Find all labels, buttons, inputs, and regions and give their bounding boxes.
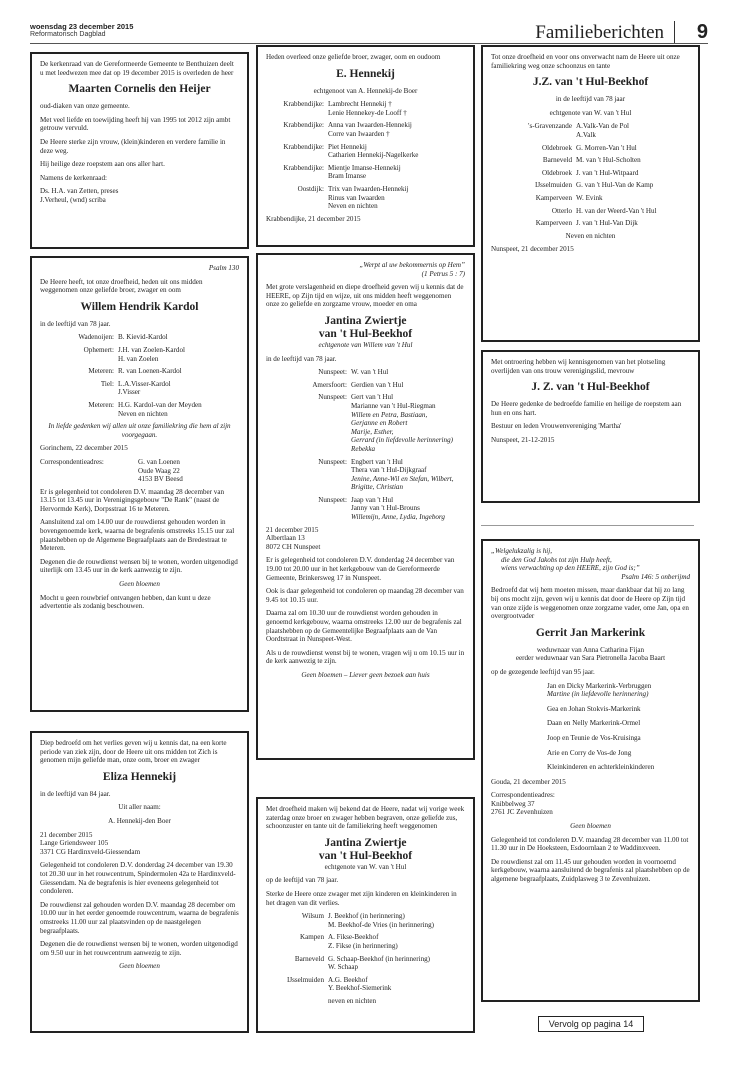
notice-intro: Heden overleed onze geliefde broer, zwager, oom en oudoom xyxy=(266,53,441,61)
family-place: Nunspeet: xyxy=(318,368,347,377)
family-place: IJsselmuiden xyxy=(534,181,572,190)
notice-beekhof-family xyxy=(256,797,475,1033)
family-row xyxy=(266,368,465,377)
family-place: Nunspeet: xyxy=(318,495,347,504)
notice-intro: Met ontroering hebben wij kennisgenomen van het plotseling overlijden van ons trouw verenigingslid, mevrouw xyxy=(491,358,666,375)
family-place: Kamperveen xyxy=(535,219,572,228)
notice-intro: Met droefheid maken wij bekend dat de Heere, nadat wij vorige week zaterdag onze broer en zwager hebben begraven, onze geliefde zus, schoonzuster en tante uit de familiekring heeft weggenomen xyxy=(266,805,465,831)
family-members: Piet Hennekij Catharien Hennekij-Nagelkerke xyxy=(328,142,419,160)
family-row xyxy=(491,169,690,178)
notice-e-hennekij xyxy=(256,45,475,247)
family-members: Mientje Imanse-Hennekij Bram Imanse xyxy=(328,163,401,181)
psalm-reference: Psalm 130 xyxy=(208,264,239,272)
family-row xyxy=(266,164,465,181)
family-row xyxy=(40,367,239,376)
family-row xyxy=(266,955,465,972)
family-row xyxy=(266,185,465,211)
notice-text: Met veel liefde en toewijding heeft hij van 1995 tot 2012 zijn ambt getrouw vervuld. xyxy=(40,115,231,133)
continued-on-page-link[interactable]: Vervolg op pagina 14 xyxy=(538,1016,644,1032)
family-row xyxy=(266,100,465,117)
family-members: W. van 't Hul xyxy=(351,368,389,377)
flowers-note: Geen bloemen – Liever geen bezoek aan huis xyxy=(301,670,430,679)
family-members: Gerdien van 't Hul xyxy=(351,380,404,389)
family-place: Krabbendijke: xyxy=(283,163,324,172)
family-row xyxy=(266,381,465,390)
address-line: Lange Griendsweer 105 xyxy=(40,839,109,848)
family-place: Meteren: xyxy=(88,367,114,376)
notice-intro: De kerkenraad van de Gereformeerde Gemeente te Benthuizen deelt u met leedwezen mee dat op 19 december 2015 is overleden de heer xyxy=(40,60,234,77)
flowers-note: Geen bloemen xyxy=(119,962,160,971)
quote-reference: (1 Petrus 5 : 7) xyxy=(421,269,465,278)
family-row xyxy=(491,181,690,190)
family-members: L.A.Visser-Kardol J.Visser xyxy=(118,379,171,397)
page-header xyxy=(30,22,708,44)
newspaper-name: Reformatorisch Dagblad xyxy=(30,31,106,38)
deceased-name: Eliza Hennekij xyxy=(102,770,177,783)
correspondence-label: Correspondentieadres: xyxy=(40,457,104,466)
memory-line: In liefde gedenken wij allen uit onze familiekring die hem al zijn voorgegaan. xyxy=(48,422,231,439)
place-date: Krabbendijke, 21 december 2015 xyxy=(266,214,361,223)
family-list xyxy=(491,122,690,227)
family-place: Oldebroek xyxy=(542,168,572,177)
family-members: M. van 't Hul-Scholten xyxy=(576,156,641,165)
quote-reference: Psalm 146: 5 onberijmd xyxy=(621,572,690,581)
family-place: Tiel: xyxy=(100,379,114,388)
notice-intro: Bedroefd dat wij hem moeten missen, maar dankbaar dat hij zo lang bij ons mocht zijn, geven wij u kennis dat door de Heere op Zijn tijd van onze zijde is weggenomen onze zorgzame vader, ome Jan, opa en overgrootvader xyxy=(491,586,689,621)
family-list xyxy=(491,682,690,772)
deceased-age: in de leeftijd van 78 jaar. xyxy=(40,319,111,328)
spouse-line: echtgenote van W. van 't Hul xyxy=(549,108,632,117)
family-place: Nunspeet: xyxy=(318,457,347,466)
family-members: A.Valk-Van de Pol A.Valk xyxy=(576,122,629,139)
notice-schoonzus xyxy=(481,45,700,342)
flowers-note: Geen bloemen xyxy=(119,580,160,589)
family-members: H. van der Weerd-Van 't Hul xyxy=(576,206,657,215)
deceased-age: in de leeftijd van 84 jaar. xyxy=(40,789,111,798)
family-members: Jaap van 't Hul Janny van 't Hul-Brouns xyxy=(351,495,420,513)
notice-text: Er is gelegenheid tot condoleren D.V. maandag 28 december van 13.15 tot 13.45 uur in Verenigingsgebouw "De Rank" (naast de Hervormde Kerk), Dorpsstraat 16 te Meteren. xyxy=(40,487,225,513)
signature: A. Hennekij-den Boer xyxy=(108,816,171,825)
family-place: Krabbendijke: xyxy=(283,100,324,109)
spouse-line: echtgenote van Willem van 't Hul xyxy=(318,340,413,349)
place-date: Nunspeet, 21 december 2015 xyxy=(491,245,574,254)
family-list xyxy=(266,100,465,211)
family-place: Oostdijk: xyxy=(297,184,324,193)
grandchildren: Willemijn, Anne, Lydia, Ingeborg xyxy=(351,513,445,522)
family-row xyxy=(266,121,465,138)
notice-text: Daarna zal om 10.30 uur de rouwdienst worden gehouden in genoemd kerkgebouw, waarna omstreeks 12.00 uur de begrafenis zal plaatshebben op de Gemeentelijke Begraafplaats aan de Van Oordtstraat in Nunspeet-West. xyxy=(266,609,462,644)
notice-text: De Heere sterke zijn vrouw, (klein)kinderen en verdere familie in deze weg. xyxy=(40,137,226,155)
notice-text: Gelegenheid tot condoleren D.V. donderdag 24 december van 19.30 tot 20.30 uur in het rouwcentrum, Spindermolen 42a te Hardinxveld-Giessendam. Na de begrafenis is hier eveneens gelegenheid tot condoleren. xyxy=(40,861,236,896)
place-date: Gorinchem, 22 december 2015 xyxy=(40,444,128,453)
nephews-line: Neven en nichten xyxy=(565,231,616,240)
quote: wiens verwachting op den HEERE, zijn God is;” xyxy=(501,564,640,573)
notice-text: Ook is daar gelegenheid tot condoleren op maandag 28 december van 9.45 tot 10.15 uur. xyxy=(266,587,464,604)
notice-text: Er is gelegenheid tot condoleren D.V. donderdag 24 december van 19.00 tot 20.00 uur in het kerkgebouw van de Gereformeerde Gemeente, Brinkersweg 17 in Nunspeet. xyxy=(266,556,455,582)
family-line: Gea en Johan Stokvis-Markerink xyxy=(547,704,641,713)
family-place: Ophemert: xyxy=(83,345,114,354)
family-place: Krabbendijke: xyxy=(283,121,324,130)
nephews-line: neven en nichten xyxy=(328,996,377,1005)
family-row xyxy=(266,496,465,522)
family-row xyxy=(491,207,690,216)
address-line: Knibbelweg 37 xyxy=(491,799,535,808)
family-row xyxy=(40,380,239,397)
family-row xyxy=(266,912,465,929)
deceased-name: Jantina Zwiertje van 't Hul-Beekhof xyxy=(318,314,413,340)
deceased-name: Gerrit Jan Markerink xyxy=(535,626,646,639)
date-line: 21 december 2015 xyxy=(40,830,93,839)
family-row xyxy=(40,401,239,418)
address-line: 3371 CG Hardinxveld-Giessendam xyxy=(40,847,141,856)
notice-intro: Tot onze droefheid en voor ons onverwacht nam de Heere uit onze familiekring weg onze schoonzus en tante xyxy=(491,53,680,70)
family-place: Wadenoijen: xyxy=(78,333,114,342)
notice-text: Aansluitend zal om 14.00 uur de rouwdienst gehouden worden in bovengenoemde kerk, waarna de begrafenis omstreeks 15.15 uur zal plaatshebben op de Algemene Begraafplaats aan de Bredestraat te Meteren. xyxy=(40,518,235,553)
deceased-name: Maarten Cornelis den Heijer xyxy=(68,83,211,96)
family-members: B. Kievid-Kardol xyxy=(118,333,168,342)
family-row xyxy=(491,156,690,165)
family-place: Meteren: xyxy=(88,400,114,409)
widower-line: weduwnaar van Anna Catharina Fijan xyxy=(536,645,645,654)
quote: „Welgelukzalig is hij, xyxy=(491,547,553,555)
deceased-age: in de leeftijd van 78 jaar xyxy=(555,95,626,104)
family-members: Trix van Iwaarden-Hennekij Rinus van Iwaarden Neven en nichten xyxy=(328,184,409,211)
family-members: Gert van 't Hul Marianne van 't Hul-Riegman xyxy=(351,393,436,410)
date-line: 21 december 2015 xyxy=(266,525,319,534)
divider xyxy=(481,525,694,526)
family-place: IJsselmuiden xyxy=(286,975,324,984)
deceased-name: Jantina Zwiertje van 't Hul-Beekhof xyxy=(318,836,413,862)
notice-intro: De Heere heeft, tot onze droefheid, heden uit ons midden weggenomen onze geliefde broer, zwager en oom xyxy=(40,277,203,295)
correspondence-address xyxy=(40,458,239,484)
family-place: Otterlo xyxy=(551,206,572,215)
notice-text: Sterke de Heere onze zwager met zijn kinderen en kleinkinderen in het dragen van dit verlies. xyxy=(266,889,457,907)
family-members: H.G. Kardol-van der Meyden Neven en nichten xyxy=(118,400,202,418)
place-date: Nunspeet, 21-12-2015 xyxy=(491,435,555,444)
family-members: A. Fikse-Beekhof Z. Fikse (in herinnering) xyxy=(328,933,398,950)
family-row xyxy=(491,122,690,139)
deceased-age: op de gezegende leeftijd van 95 jaar. xyxy=(491,667,595,676)
family-row xyxy=(40,346,239,363)
deceased-name: Willem Hendrik Kardol xyxy=(80,300,199,313)
notice-text: Namens de kerkenraad: xyxy=(40,173,107,182)
place-date: Gouda, 21 december 2015 xyxy=(491,777,566,786)
address-line: 4153 BV Beesd xyxy=(138,475,183,484)
family-place: Nunspeet: xyxy=(318,393,347,402)
signature-label: Uit aller naam: xyxy=(118,803,161,812)
family-place: Oldebroek xyxy=(542,143,572,152)
address-line: Albertlaan 13 xyxy=(266,534,305,543)
signature: Ds. H.A. van Zetten, preses xyxy=(40,187,119,196)
notice-text: Als u de rouwdienst wenst bij te wonen, vragen wij u om 10.15 uur in de kerk aanwezig te zijn. xyxy=(266,648,465,666)
family-members: G. van 't Hul-Van de Kamp xyxy=(576,181,654,190)
deceased-name: J.Z. van 't Hul-Beekhof xyxy=(532,76,649,89)
family-place: Krabbendijke: xyxy=(283,142,324,151)
family-members: W. Evink xyxy=(576,193,603,202)
family-members: R. van Loenen-Kardol xyxy=(118,367,182,376)
notice-text: Mocht u geen rouwbrief ontvangen hebben, dan kunt u deze advertentie als zodanig beschouwen. xyxy=(40,593,211,611)
notice-text: De Heere gedenke de bedroefde familie en heilige de roepstem aan hun en ons hart. xyxy=(491,400,682,417)
family-row xyxy=(266,143,465,160)
family-members: Engbert van 't Hul Thera van 't Hul-Dijkgraaf xyxy=(351,457,427,475)
family-line: Daan en Nelly Markerink-Ormel xyxy=(547,719,641,728)
notice-text: Gelegenheid tot condoleren D.V. maandag 28 december van 11.00 tot 11.30 uur in De Hoeksteen, Esdoornlaan 2 te Waddinxveen. xyxy=(491,835,689,853)
notice-den-heijer xyxy=(30,52,249,249)
family-row xyxy=(40,333,239,342)
notice-intro: Met grote verslagenheid en diepe droefheid geven wij u kennis dat de HEERE, op Zijn tijd en wijze, uit ons midden heeft weggenomen onze zo geliefde en zorgzame vrouw, moeder en oma xyxy=(266,283,464,309)
notice-text: Degenen die de rouwdienst wensen bij te wonen, worden uitgenodigd uiterlijk om 13.45 uur in de kerk aanwezig te zijn. xyxy=(40,557,238,575)
family-line: Arie en Corry de Vos-de Jong xyxy=(547,748,632,757)
family-line: Kleinkinderen en achterkleinkinderen xyxy=(547,763,655,772)
family-members: J.H. van Zoelen-Kardol H. van Zoelen xyxy=(118,345,185,363)
deceased-name: E. Hennekij xyxy=(336,67,395,80)
widower-line: eerder weduwnaar van Sara Pietronella Jacoba Baart xyxy=(515,654,666,663)
family-row xyxy=(491,219,690,228)
page-number: 9 xyxy=(674,21,708,43)
correspondence-label: Correspondentieadres: xyxy=(491,791,555,800)
family-place: Kampen xyxy=(299,933,324,942)
family-members: J. van 't Hul-Van Dijk xyxy=(576,219,638,228)
family-row xyxy=(491,144,690,153)
notice-text: Hij heilige deze roepstem aan ons aller hart. xyxy=(40,160,165,169)
grandchildren: Willem en Petra, Bastiaan, Gerjanne en Robert Marije, Esther, Gerrard (in liefdevolle herinnering) Rebekka xyxy=(351,410,453,453)
family-place: 's-Gravenzande xyxy=(528,122,572,131)
family-members: J. van 't Hul-Witpaard xyxy=(576,168,639,177)
family-place: Kamperveen xyxy=(535,193,572,202)
notice-text: De rouwdienst zal gehouden worden D.V. maandag 28 december om 10.00 uur in het eerder genoemde rouwcentrum, waarna de begrafenis omstreeks 11.00 uur zal plaatsvinden op de naastgelegen begraafplaats. xyxy=(40,900,239,935)
family-members: J. Beekhof (in herinnering) M. Beekhof-de Vries (in herinnering) xyxy=(328,912,435,929)
deceased-age: in de leeftijd van 78 jaar. xyxy=(266,354,337,363)
notice-eliza-hennekij xyxy=(30,731,249,1033)
notice-markerink xyxy=(481,539,700,1002)
notice-role: oud-diaken van onze gemeente. xyxy=(40,102,130,111)
grandchildren: Jenine, Anne-Wil en Stefan, Wilbert, Brigitte, Christian xyxy=(351,474,454,492)
notice-text: De rouwdienst zal om 11.45 uur gehouden worden in voornoemd kerkgebouw, waarna aansluitend de begrafenis zal plaatshebben op de algemene begraafplaats, Zuidplasweg 3 te Zevenhuizen. xyxy=(491,857,690,884)
spouse-line: echtgenoot van A. Hennekij-de Boer xyxy=(313,86,418,95)
family-list xyxy=(266,368,465,522)
notice-text: Degenen die de rouwdienst wensen bij te wonen, worden uitgenodigd om 9.50 uur in het rouwcentrum aanwezig te zijn. xyxy=(40,940,238,957)
family-members: Lambrecht Hennekij † Lenie Hennekey-de Looff † xyxy=(328,100,407,117)
family-row xyxy=(266,933,465,950)
section-title: Familieberichten xyxy=(535,22,664,43)
memorial-note: Martine (in liefdevolle herinnering) xyxy=(547,690,649,699)
family-row xyxy=(266,976,465,993)
family-list xyxy=(40,333,239,418)
family-place: Amersfoort: xyxy=(312,380,347,389)
spouse-line: echtgenote van W. van 't Hul xyxy=(324,862,407,871)
flowers-note: Geen bloemen xyxy=(570,822,611,831)
family-place: Barneveld xyxy=(542,156,572,165)
family-list xyxy=(266,912,465,993)
notice-vrouwenvereniging xyxy=(481,350,700,503)
issue-date: woensdag 23 december 2015 xyxy=(30,22,134,31)
notice-van-t-hul-family xyxy=(256,253,475,760)
family-members: A.G. Beekhof Y. Beekhof-Siemerink xyxy=(328,975,392,993)
family-members: G. Schaap-Beekhof (in herinnering) W. Schaap xyxy=(328,954,431,972)
family-row xyxy=(266,393,465,453)
quote: „Werpt al uw bekommernis op Hem” xyxy=(359,261,465,269)
family-line: Joop en Teunie de Vos-Kruisinga xyxy=(547,733,641,742)
family-row xyxy=(491,194,690,203)
family-row xyxy=(266,458,465,492)
signature: J.Verheul, (wnd) scriba xyxy=(40,195,106,204)
family-line: Jan en Dicky Markerink-Verbruggen Martine (in liefdevolle herinnering) xyxy=(547,681,652,699)
deceased-name: J. Z. van 't Hul-Beekhof xyxy=(531,381,650,394)
address-line: 8072 CH Nunspeet xyxy=(266,542,321,551)
quote: die den God Jakobs tot zijn Hulp heeft, xyxy=(501,555,612,564)
notice-intro: Diep bedroefd om het verlies geven wij u kennis dat, na een korte periode van ziek zijn, door de Heere uit ons midden tot Zich is genomen mijn geliefde man, onze oom, broer en zwager xyxy=(40,739,227,765)
address-line: Oude Waag 22 xyxy=(138,466,180,475)
notice-text: Bestuur en leden Vrouwenvereniging 'Martha' xyxy=(491,422,622,431)
family-members: G. Morren-Van 't Hul xyxy=(576,143,637,152)
family-members: Anna van Iwaarden-Hennekij Corre van Iwaarden † xyxy=(328,121,412,138)
notice-kardol xyxy=(30,256,249,712)
address-line: G. van Loenen xyxy=(138,457,180,466)
family-place: Wilsum xyxy=(301,912,324,921)
deceased-age: op de leeftijd van 78 jaar. xyxy=(266,876,339,885)
family-place: Barneveld xyxy=(294,954,324,963)
address-line: 2761 JC Zevenhuizen xyxy=(491,808,553,817)
